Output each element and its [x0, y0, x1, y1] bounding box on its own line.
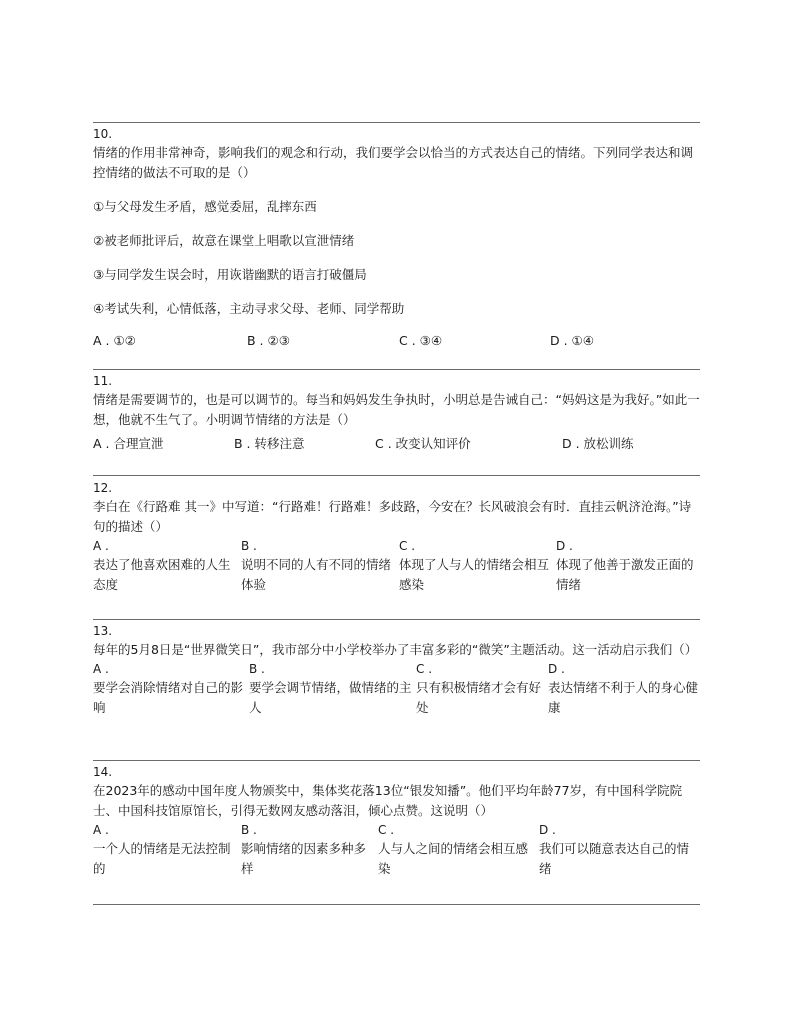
question-number: 13.: [93, 624, 113, 638]
option-a[interactable]: [93, 821, 233, 879]
option-c[interactable]: [378, 821, 534, 879]
option-letter: B .: [249, 662, 265, 676]
divider: [93, 369, 700, 370]
question-10: [93, 127, 700, 353]
option-letter: C .: [399, 539, 416, 553]
divider: [93, 904, 700, 905]
question-stem: 李白在《行路难 其一》中写道：“行路难！行路难！多歧路，今安在？长风破浪会有时．直挂云帆济沧海。”诗句的描述（）: [93, 499, 692, 534]
question-14: [93, 765, 700, 881]
option-text: 表达了他喜欢困难的人生态度: [93, 557, 231, 592]
option-grid: [93, 821, 700, 881]
statement-1: ①与父母发生矛盾，感觉委屈，乱摔东西: [93, 199, 317, 214]
option-text: 体现了人与人的情绪会相互感染: [399, 557, 550, 592]
option-text: 体现了他善于激发正面的情绪: [556, 557, 694, 592]
question-stem: 情绪的作用非常神奇，影响我们的观念和行动，我们要学会以恰当的方式表达自己的情绪。下列同学表达和调控情绪的做法不可取的是（）: [93, 145, 694, 180]
option-letter: D .: [548, 662, 565, 676]
option-c[interactable]: [416, 660, 546, 718]
option-c[interactable]: C . ③④: [399, 333, 443, 348]
option-grid: [93, 537, 700, 597]
option-text: 我们可以随意表达自己的情绪: [539, 841, 690, 876]
option-c[interactable]: [399, 537, 551, 595]
question-number: 14.: [93, 765, 113, 779]
option-a[interactable]: A . 合理宣泄: [93, 436, 164, 451]
option-text: 人与人之间的情绪会相互感染: [378, 841, 529, 876]
option-letter: A .: [93, 539, 109, 553]
option-b[interactable]: [241, 821, 367, 879]
divider: [93, 475, 700, 476]
option-row: [93, 434, 700, 454]
option-letter: D .: [556, 539, 573, 553]
option-letter: D .: [539, 823, 556, 837]
question-stem: 情绪是需要调节的，也是可以调节的。每当和妈妈发生争执时，小明总是告诫自己：“妈妈这是为我好。”如此一想，他就不生气了。小明调节情绪的方法是（）: [93, 392, 700, 427]
divider: [93, 760, 700, 761]
option-b[interactable]: B . ②③: [247, 333, 290, 348]
question-stem: 在2023年的感动中国年度人物颁奖中，集体奖花落13位“银发知播”。他们平均年龄77岁，有中国科学院院士、中国科技馆原馆长，引得无数网友感动落泪，倾心点赞。这说明（）: [93, 783, 683, 818]
option-text: 要学会调节情绪，做情绪的主人: [249, 680, 412, 715]
question-number: 11.: [93, 374, 113, 388]
option-letter: A .: [93, 662, 109, 676]
option-row: [93, 333, 700, 353]
option-d[interactable]: D . 放松训练: [562, 436, 634, 451]
question-11: [93, 374, 700, 454]
statement-2: ②被老师批评后，故意在课堂上唱歌以宣泄情绪: [93, 233, 355, 248]
option-text: 要学会消除情绪对自己的影响: [93, 680, 244, 715]
option-text: 说明不同的人有不同的情绪体验: [241, 557, 392, 592]
option-a[interactable]: [93, 660, 247, 718]
option-d[interactable]: [539, 821, 699, 879]
option-c[interactable]: C . 改变认知评价: [375, 436, 471, 451]
question-13: [93, 624, 700, 720]
option-text: 一个人的情绪是无法控制的: [93, 841, 231, 876]
statement-3: ③与同学发生误会时，用诙谐幽默的语言打破僵局: [93, 267, 367, 282]
option-text: 影响情绪的因素多种多样: [241, 841, 367, 876]
option-b[interactable]: B . 转移注意: [234, 436, 305, 451]
option-grid: [93, 660, 700, 720]
option-b[interactable]: [241, 537, 393, 595]
question-stem: 每年的5月8日是“世界微笑日”，我市部分中小学校举办了丰富多彩的“微笑”主题活动。这一活动启示我们（）: [93, 642, 698, 657]
divider: [93, 122, 700, 123]
option-text: 表达情绪不利于人的身心健康: [548, 680, 699, 715]
option-letter: B .: [241, 539, 257, 553]
statement-4: ④考试失利，心情低落，主动寻求父母、老师、同学帮助: [93, 301, 405, 316]
option-d[interactable]: D . ①④: [550, 333, 594, 348]
option-letter: C .: [416, 662, 433, 676]
option-a[interactable]: A . ①②: [93, 333, 136, 348]
option-text: 只有积极情绪才会有好处: [416, 680, 542, 715]
option-d[interactable]: [556, 537, 698, 595]
option-b[interactable]: [249, 660, 415, 718]
divider: [93, 619, 700, 620]
option-a[interactable]: [93, 537, 237, 595]
option-letter: B .: [241, 823, 257, 837]
option-letter: C .: [378, 823, 395, 837]
option-letter: A .: [93, 823, 109, 837]
question-12: [93, 481, 700, 597]
question-number: 12.: [93, 481, 113, 495]
option-d[interactable]: [548, 660, 700, 718]
question-number: 10.: [93, 127, 113, 141]
